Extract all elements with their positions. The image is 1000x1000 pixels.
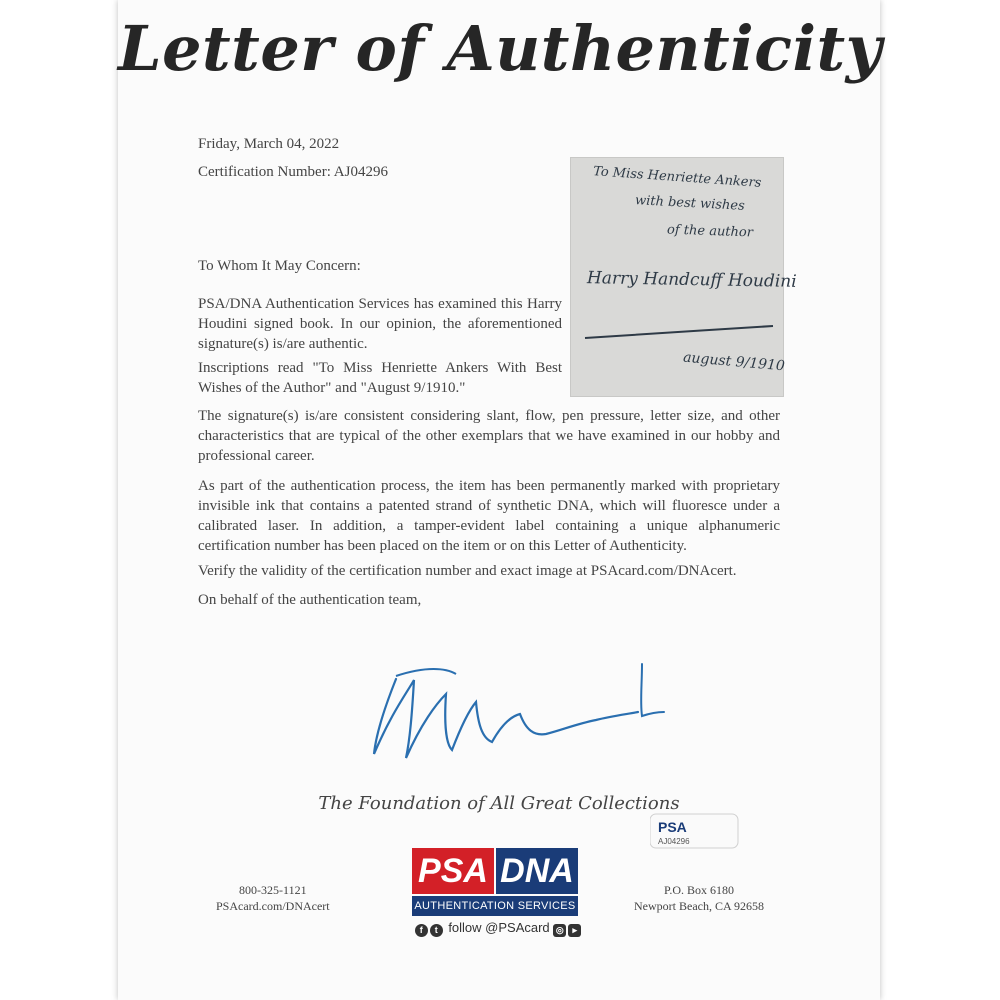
logo-subtitle: AUTHENTICATION SERVICES <box>412 896 578 916</box>
salutation: To Whom It May Concern: <box>198 258 361 274</box>
facebook-icon: f <box>415 924 428 937</box>
footer-address <box>634 882 764 914</box>
footer-city: Newport Beach, CA 92658 <box>634 899 764 913</box>
paragraph-consistency: The signature(s) is/are consistent considering slant, flow, pen pressure, letter size, and other characteristics that are typical of the other exemplars that we have examined in our hobby and professional career. <box>198 408 780 464</box>
youtube-icon: ▸ <box>568 924 581 937</box>
logo-psa: PSA <box>412 848 494 894</box>
footer-web: PSAcard.com/DNAcert <box>216 899 330 913</box>
paragraph-examination: PSA/DNA Authentication Services has examined this Harry Houdini signed book. In our opinion, the aforementioned signature(s) is/are authentic. <box>198 296 562 352</box>
inscription-line: with best wishes <box>634 193 746 214</box>
certification-number: Certification Number: AJ04296 <box>198 164 388 180</box>
footer-phone: 800-325-1121 <box>239 883 307 897</box>
inscription-line: of the author <box>666 222 754 241</box>
footer-box: P.O. Box 6180 <box>663 883 734 897</box>
inscription-date: august 9/1910 <box>682 349 786 375</box>
instagram-icon: ◎ <box>553 924 566 937</box>
logo-dna: DNA <box>496 848 578 894</box>
houdini-signature: Harry Handcuff Houdini <box>586 268 797 292</box>
letter-page <box>118 0 883 1000</box>
social-handle: follow @PSAcard <box>448 920 550 935</box>
tagline: The Foundation of All Great Collections <box>318 793 680 814</box>
psa-label-cert: AJ04296 <box>658 837 690 846</box>
paragraph-inscriptions: Inscriptions read "To Miss Henriette Ankers With Best Wishes of the Author" and "August 9/1910." <box>198 360 562 396</box>
inscription-line: To Miss Henriette Ankers <box>592 164 762 191</box>
paragraph-verify: Verify the validity of the certification number and exact image at PSAcard.com/DNAcert. <box>198 563 737 579</box>
twitter-icon: t <box>430 924 443 937</box>
social-follow <box>404 920 594 937</box>
authenticator-signature <box>366 654 666 774</box>
paragraph-process: As part of the authentication process, the item has been permanently marked with proprietary invisible ink that contains a patented strand of synthetic DNA, which will fluoresce under a calibrated laser. In addition, a tamper-evident label containing a unique alphanumeric certification number has been placed on the item or on this Letter of Authenticity. <box>198 478 780 554</box>
paragraph-closing: On behalf of the authentication team, <box>198 592 422 608</box>
letter-title: Letter of Authenticity <box>118 12 883 85</box>
psa-cert-label <box>650 812 740 852</box>
letter-date: Friday, March 04, 2022 <box>198 136 340 152</box>
psa-label-brand: PSA <box>658 819 687 835</box>
footer-contact <box>216 882 330 914</box>
signature-exemplar-image <box>570 157 797 397</box>
